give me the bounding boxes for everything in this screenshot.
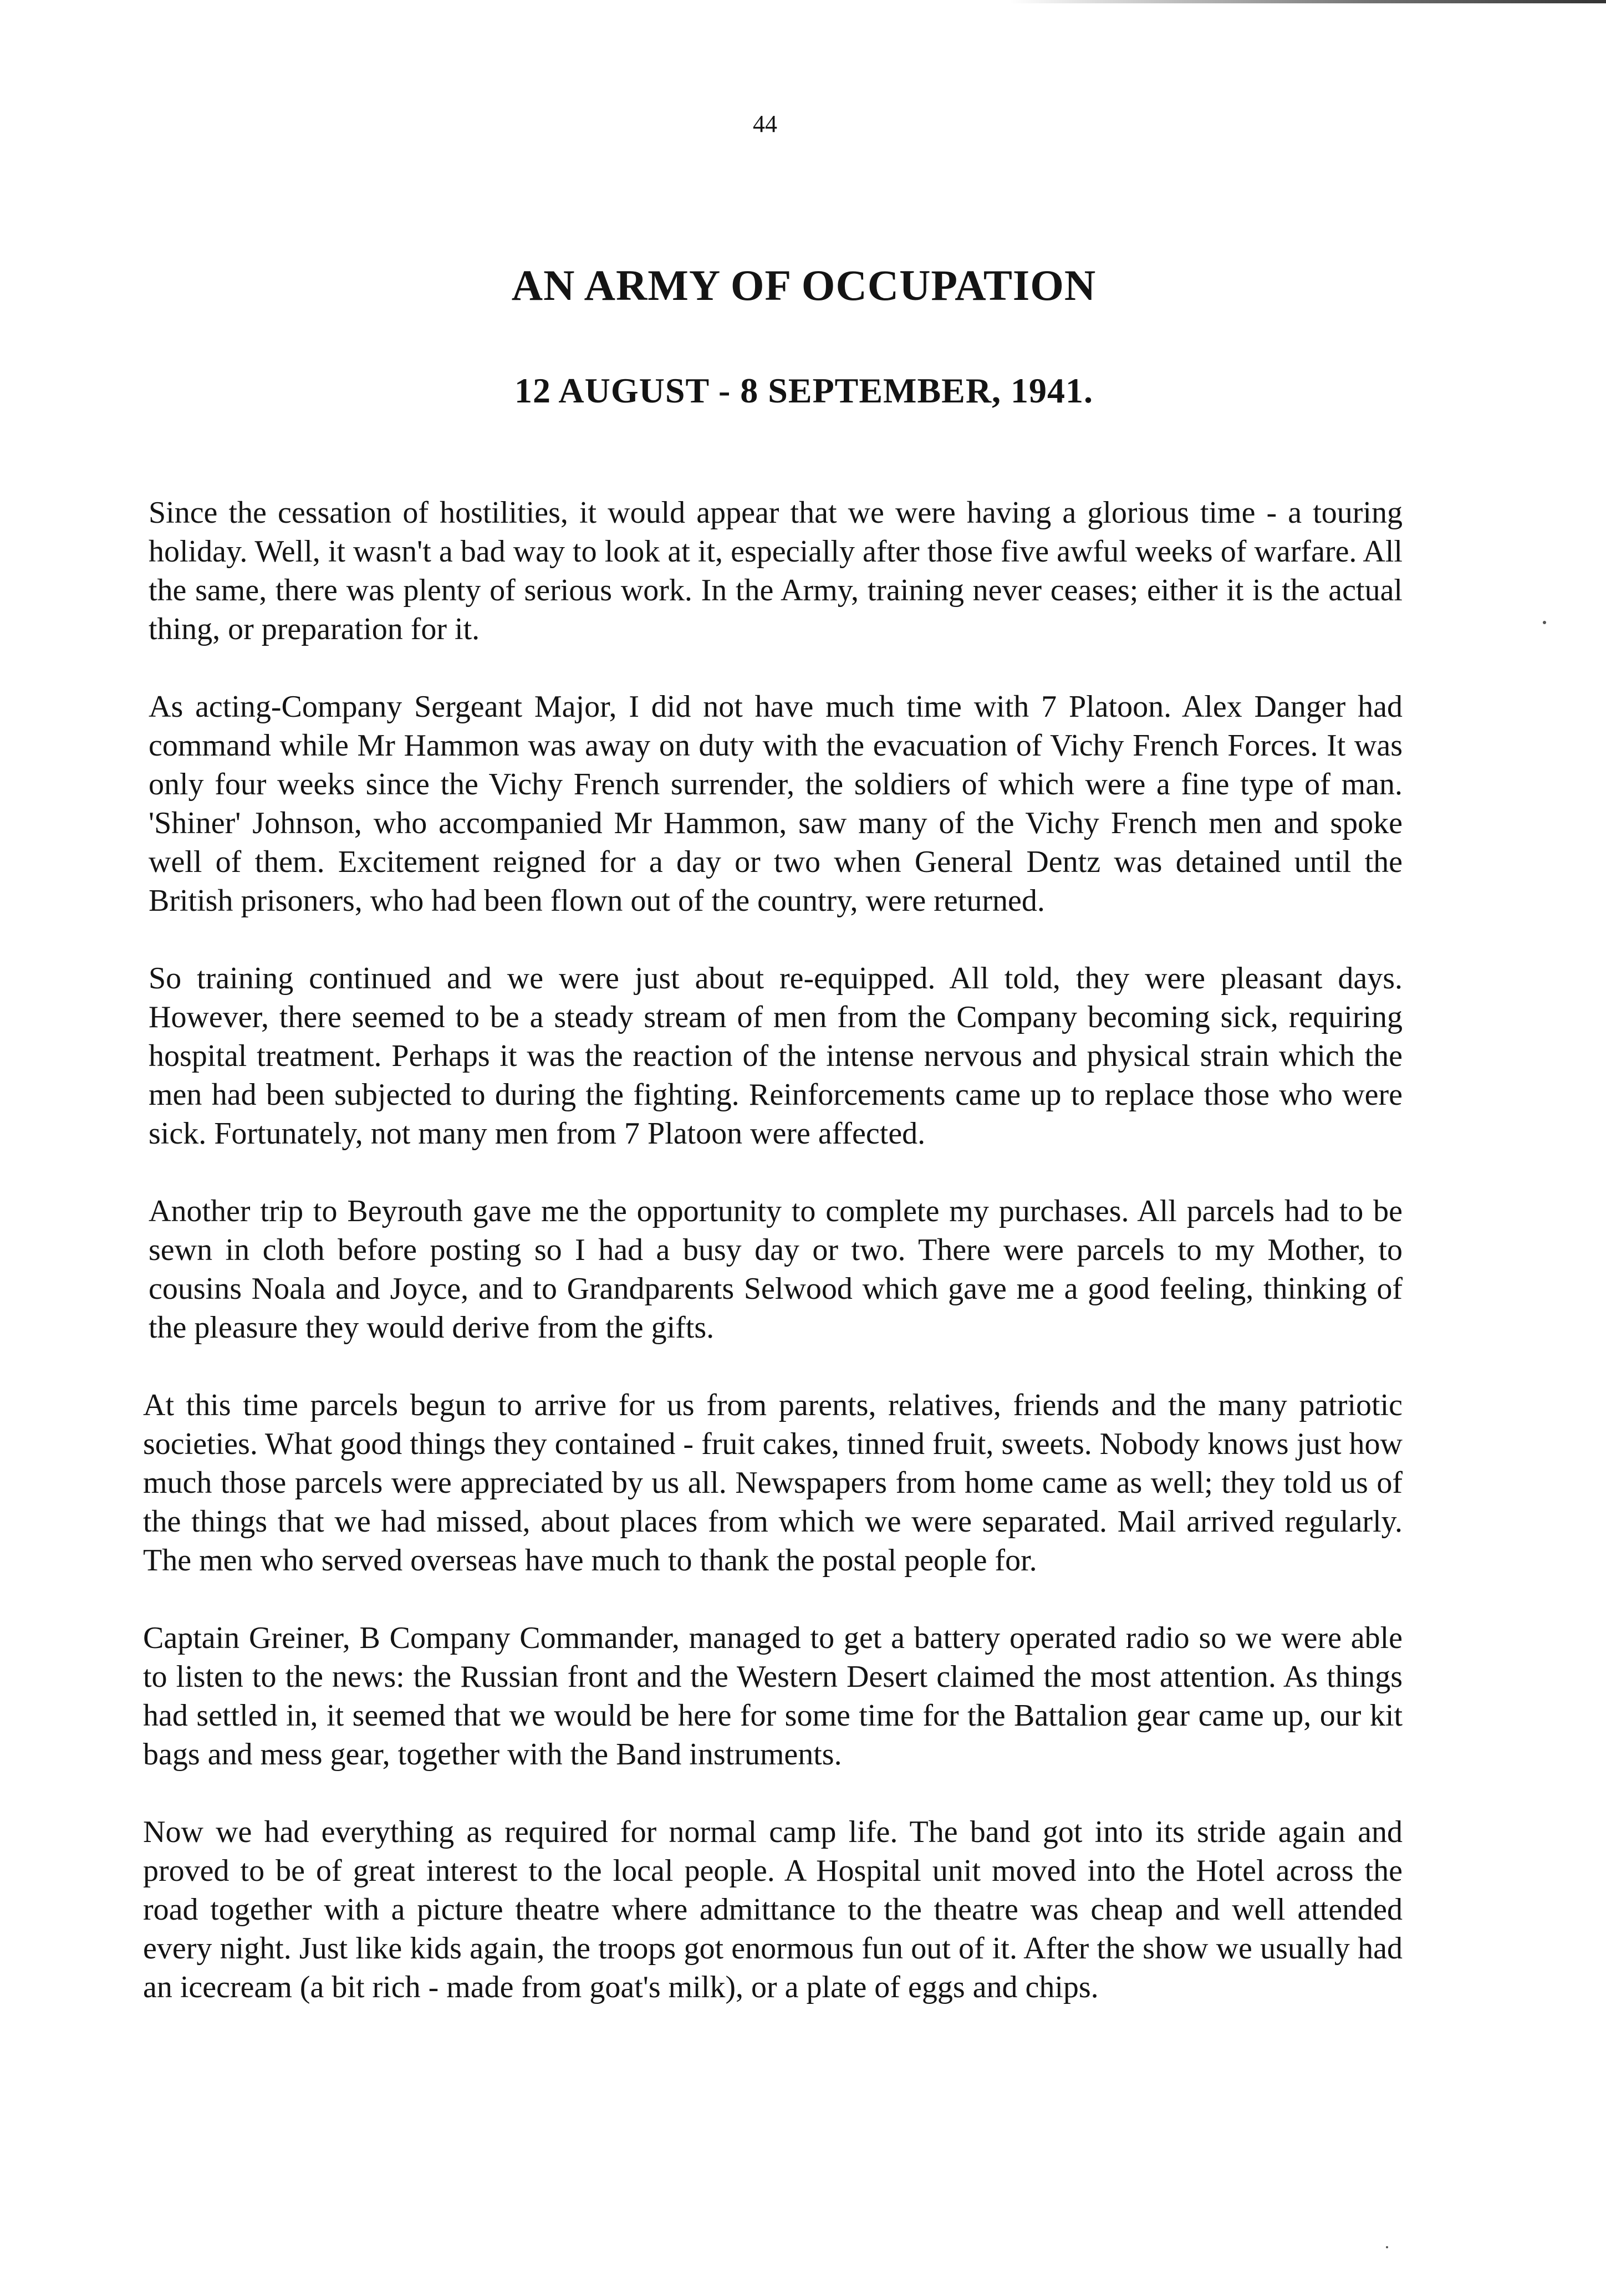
scan-speck — [1543, 621, 1546, 624]
scan-speck — [1386, 2246, 1388, 2248]
paragraph: Another trip to Beyrouth gave me the opportunity to complete my purchases. All parcels had to be sewn in cloth before posting so I had a busy day or two. There were parcels to my Mother, to cousins Noala and Joyce, and to Grandparents Selwood which gave me a good feeling, thinking of the pleasure they would derive from the gifts. — [149, 1194, 1403, 1345]
paragraph: Since the cessation of hostilities, it would appear that we were having a glorious time - a touring holiday. Well, it wasn't a bad way to look at it, especially after those five awful weeks of warfare. All the same, there was plenty of serious work. In the Army, training never ceases; either it is the actual thing, or preparation for it. — [149, 496, 1403, 646]
chapter-title: AN ARMY OF OCCUPATION — [511, 261, 1097, 309]
page-number: 44 — [753, 110, 777, 137]
paragraph: Now we had everything as required for normal camp life. The band got into its stride again and proved to be of great interest to the local people. A Hospital unit moved into the Hotel across the road together with a picture theatre where admittance to the theatre was cheap and well attended every night. Just like kids again, the troops got enormous fun out of it. After the show we usually had an icecream (a bit rich - made from goat's milk), or a plate of eggs and chips. — [143, 1815, 1403, 2004]
paragraph: At this time parcels begun to arrive for us from parents, relatives, friends and the many patriotic societies. What good things they contained - fruit cakes, tinned fruit, sweets. Nobody knows just how much those parcels were appreciated by us all. Newspapers from home came as well; they told us of the things that we had missed, about places from which we were separated. Mail arrived regularly. The men who served overseas have much to thank the postal people for. — [143, 1388, 1403, 1578]
chapter-date-range: 12 AUGUST - 8 SEPTEMBER, 1941. — [514, 371, 1094, 410]
paragraph: So training continued and we were just about re-equipped. All told, they were pleasant days. However, there seemed to be a steady stream of men from the Company becoming sick, requiring hospital treatment. Perhaps it was the reaction of the intense nervous and physical strain which the men had been subjected to during the fighting. Reinforcements came up to replace those who were sick. Fortunately, not many men from 7 Platoon were affected. — [149, 961, 1403, 1151]
scan-edge-mark — [1009, 0, 1606, 3]
paragraph: Captain Greiner, B Company Commander, managed to get a battery operated radio so we were able to listen to the news: the Russian front and the Western Desert claimed the most attention. As things had settled in, it seemed that we would be here for some time for the Battalion gear came up, our kit bags and mess gear, together with the Band instruments. — [143, 1621, 1403, 1772]
chapter-body — [143, 493, 1403, 2045]
paragraph: As acting-Company Sergeant Major, I did not have much time with 7 Platoon. Alex Danger had command while Mr Hammon was away on duty with the evacuation of Vichy French Forces. It was only four weeks since the Vichy French surrender, the soldiers of which were a fine type of man. 'Shiner' Johnson, who accompanied Mr Hammon, saw many of the Vichy French men and spoke well of them. Excitement reigned for a day or two when General Dentz was detained until the British prisoners, who had been flown out of the country, were returned. — [149, 690, 1403, 918]
